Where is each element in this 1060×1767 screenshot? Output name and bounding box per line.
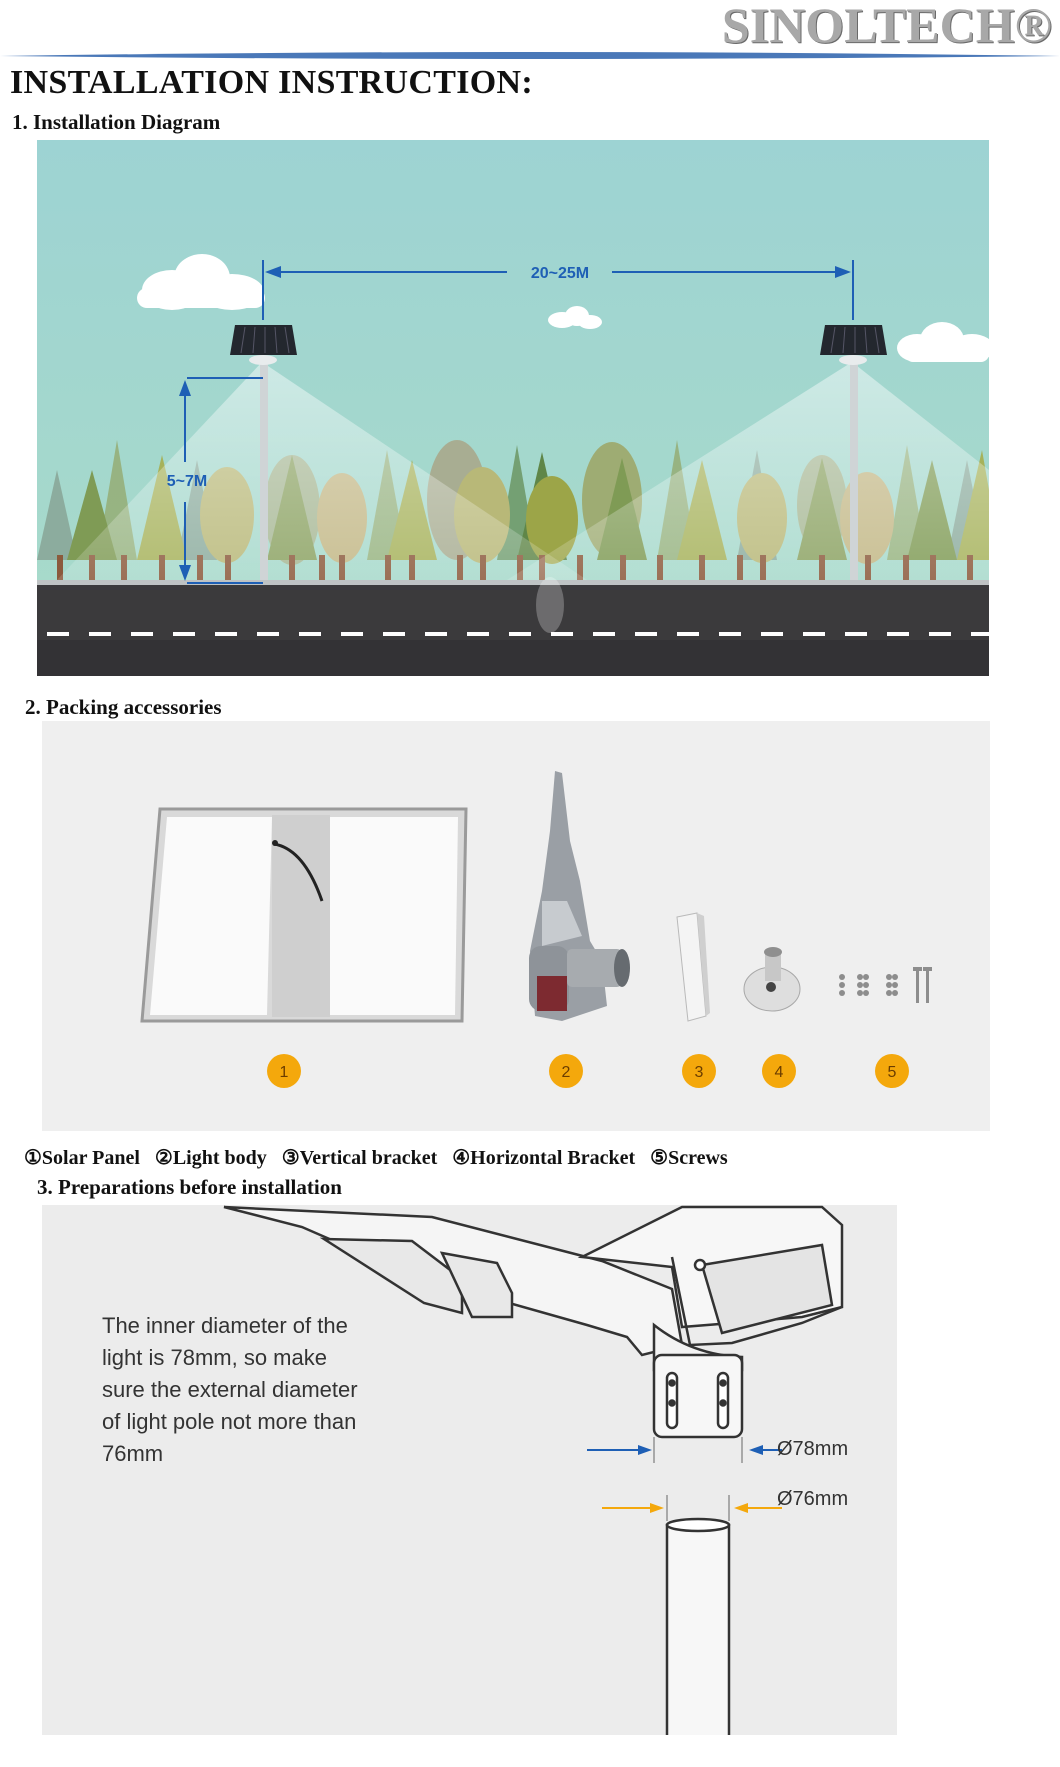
legend-item-horizontal-bracket: ④Horizontal Bracket [452, 1147, 636, 1169]
svg-text:of light pole not more than: of light pole not more than [102, 1409, 357, 1434]
badge-5: 5 [887, 1064, 897, 1081]
svg-text:sure the external diameter: sure the external diameter [102, 1377, 358, 1402]
accessories-legend [24, 1145, 738, 1170]
svg-text:76mm: 76mm [102, 1441, 164, 1466]
page-title: INSTALLATION INSTRUCTION: [10, 64, 533, 101]
section-heading-packing-accessories: 2. Packing accessories [25, 695, 222, 719]
badge-2: 2 [561, 1064, 571, 1081]
spacing-label: 20~25M [530, 265, 590, 282]
inner-diameter-label: Ø78mm [777, 1438, 849, 1460]
section-heading-preparations: 3. Preparations before installation [37, 1175, 342, 1199]
solar-panel-image [142, 809, 466, 1021]
badge-1: 1 [279, 1064, 289, 1081]
svg-text:The inner diameter of the: The inner diameter of the [102, 1313, 348, 1338]
legend-item-screws: ⑤Screws [650, 1147, 728, 1169]
installation-diagram [37, 140, 989, 676]
pole-drawing [667, 1519, 729, 1735]
svg-text:light is 78mm, so make: light is 78mm, so make [102, 1345, 327, 1370]
badge-4: 4 [774, 1064, 784, 1081]
legend-item-solar-panel: ①Solar Panel [24, 1147, 140, 1169]
legend-item-light-body: ②Light body [154, 1147, 267, 1169]
header-divider [0, 50, 1060, 62]
legend-item-vertical-bracket: ③Vertical bracket [281, 1147, 438, 1169]
accessories-photo [42, 721, 990, 1131]
badge-3: 3 [694, 1064, 704, 1081]
brand-logo: SINOLTECH® [721, 0, 1052, 53]
preparation-diagram [42, 1205, 897, 1735]
height-label: 5~7M [166, 473, 208, 490]
section-heading-installation-diagram: 1. Installation Diagram [12, 110, 221, 134]
outer-diameter-label: Ø76mm [777, 1488, 849, 1510]
light-sleeve-drawing [654, 1355, 742, 1437]
